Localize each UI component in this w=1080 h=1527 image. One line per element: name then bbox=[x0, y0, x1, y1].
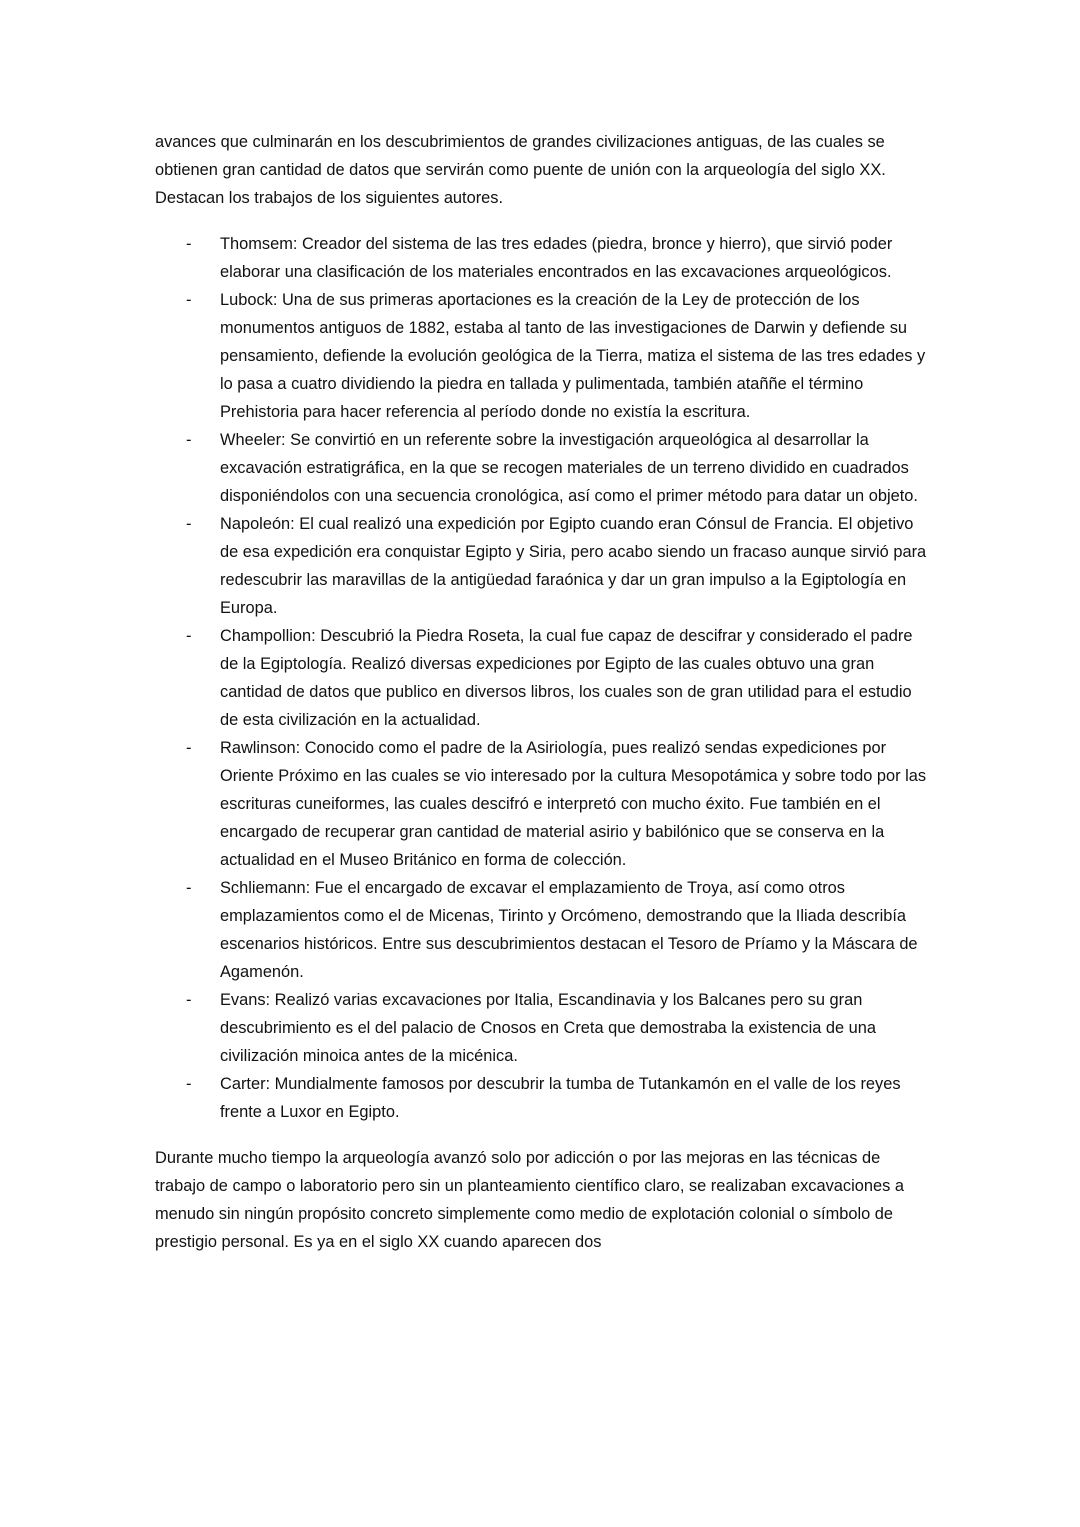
intro-paragraph: avances que culminarán en los descubrimientos de grandes civilizaciones antiguas, de las cuales se obtienen gran cantidad de datos que servirán como puente de unión con la arqueología del siglo XX. Destacan los trabajos de los siguientes autores. bbox=[155, 133, 886, 207]
bullet-dash: - bbox=[186, 431, 192, 449]
bullet-dash: - bbox=[186, 991, 192, 1009]
author-evans-text: Evans: Realizó varias excavaciones por Italia, Escandinavia y los Balcanes pero su gran descubrimiento es el del palacio de Cnosos en Creta que demostraba la existencia de una civilización minoica antes de la micénica. bbox=[220, 991, 877, 1065]
bullet-dash: - bbox=[186, 1075, 192, 1093]
author-wheeler-text: Wheeler: Se convirtió en un referente sobre la investigación arqueológica al desarrollar la excavación estratigráfica, en la que se recogen materiales de un terreno dividido en cuadrados disponiéndolos con una secuencia cronológica, así como el primer método para datar un objeto. bbox=[220, 431, 918, 505]
author-carter-text: Carter: Mundialmente famosos por descubrir la tumba de Tutankamón en el valle de los reyes frente a Luxor en Egipto. bbox=[220, 1075, 901, 1121]
list-item bbox=[186, 286, 930, 426]
bullet-dash: - bbox=[186, 515, 192, 533]
document-page bbox=[155, 128, 930, 1256]
list-item bbox=[186, 874, 930, 986]
bullet-dash: - bbox=[186, 291, 192, 309]
list-item bbox=[186, 622, 930, 734]
list-item bbox=[186, 734, 930, 874]
list-item bbox=[186, 426, 930, 510]
author-lubock-text: Lubock: Una de sus primeras aportaciones es la creación de la Ley de protección de los monumentos antiguos de 1882, estaba al tanto de las investigaciones de Darwin y defiende su pensamiento, defiende la evolución geológica de la Tierra, matiza el sistema de las tres edades y lo pasa a cuatro dividiendo la piedra en tallada y pulimentada, también ataññe el término Prehistoria para hacer referencia al período donde no existía la escritura. bbox=[220, 291, 926, 421]
author-rawlinson-text: Rawlinson: Conocido como el padre de la Asiriología, pues realizó sendas expediciones por Oriente Próximo en las cuales se vio interesado por la cultura Mesopotámica y sobre todo por las escrituras cuneiformes, las cuales descifró e interpretó con mucho éxito. Fue también en el encargado de recuperar gran cantidad de material asirio y babilónico que se conserva en la actualidad en el Museo Británico en forma de colección. bbox=[220, 739, 927, 869]
author-champollion-text: Champollion: Descubrió la Piedra Roseta, la cual fue capaz de descifrar y considerado el padre de la Egiptología. Realizó diversas expediciones por Egipto de las cuales obtuvo una gran cantidad de datos que publico en diversos libros, los cuales son de gran utilidad para el estudio de esta civilización en la actualidad. bbox=[220, 627, 913, 729]
authors-list bbox=[155, 230, 930, 1126]
bullet-dash: - bbox=[186, 627, 192, 645]
bullet-dash: - bbox=[186, 235, 192, 253]
list-item bbox=[186, 986, 930, 1070]
list-item bbox=[186, 1070, 930, 1126]
author-schliemann-text: Schliemann: Fue el encargado de excavar el emplazamiento de Troya, así como otros emplazamientos como el de Micenas, Tirinto y Orcómeno, demostrando que la Iliada describía escenarios históricos. Entre sus descubrimientos destacan el Tesoro de Príamo y la Máscara de Agamenón. bbox=[220, 879, 918, 981]
list-item bbox=[186, 230, 930, 286]
author-napoleon-text: Napoleón: El cual realizó una expedición por Egipto cuando eran Cónsul de Francia. El objetivo de esa expedición era conquistar Egipto y Siria, pero acabo siendo un fracaso aunque sirvió para redescubrir las maravillas de la antigüedad faraónica y dar un gran impulso a la Egiptología en Europa. bbox=[220, 515, 927, 617]
closing-paragraph: Durante mucho tiempo la arqueología avanzó solo por adicción o por las mejoras en las técnicas de trabajo de campo o laboratorio pero sin un planteamiento científico claro, se realizaban excavaciones a menudo sin ningún propósito concreto simplemente como medio de explotación colonial o símbolo de prestigio personal. Es ya en el siglo XX cuando aparecen dos bbox=[155, 1149, 904, 1251]
list-item bbox=[186, 510, 930, 622]
bullet-dash: - bbox=[186, 739, 192, 757]
bullet-dash: - bbox=[186, 879, 192, 897]
author-thomsem-text: Thomsem: Creador del sistema de las tres edades (piedra, bronce y hierro), que sirvió poder elaborar una clasificación de los materiales encontrados en las excavaciones arqueológicos. bbox=[220, 235, 893, 281]
